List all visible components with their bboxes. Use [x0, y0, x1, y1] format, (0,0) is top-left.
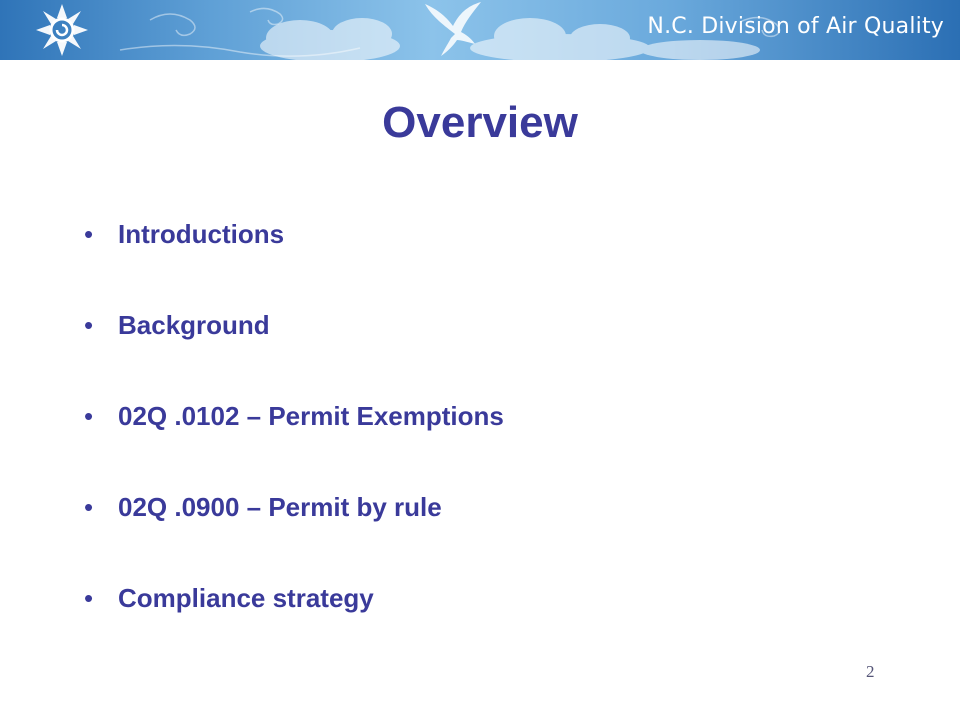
bullet-text: Background	[118, 310, 270, 340]
bullet-text: Compliance strategy	[118, 583, 374, 613]
header-banner	[0, 0, 960, 60]
bullet-marker: •	[84, 219, 94, 249]
sun-swirl-icon	[36, 4, 88, 56]
bullet-text: 02Q .0900 – Permit by rule	[118, 492, 442, 522]
slide-title: Overview	[382, 98, 578, 147]
bullet-marker: •	[84, 583, 94, 613]
bullet-marker: •	[84, 310, 94, 340]
bullet-marker: •	[84, 492, 94, 522]
organization-name: N.C. Division of Air Quality	[647, 14, 944, 39]
bullet-marker: •	[84, 401, 94, 431]
bullet-text: 02Q .0102 – Permit Exemptions	[118, 401, 504, 431]
bullet-text: Introductions	[118, 219, 285, 249]
page-number: 2	[866, 662, 875, 681]
